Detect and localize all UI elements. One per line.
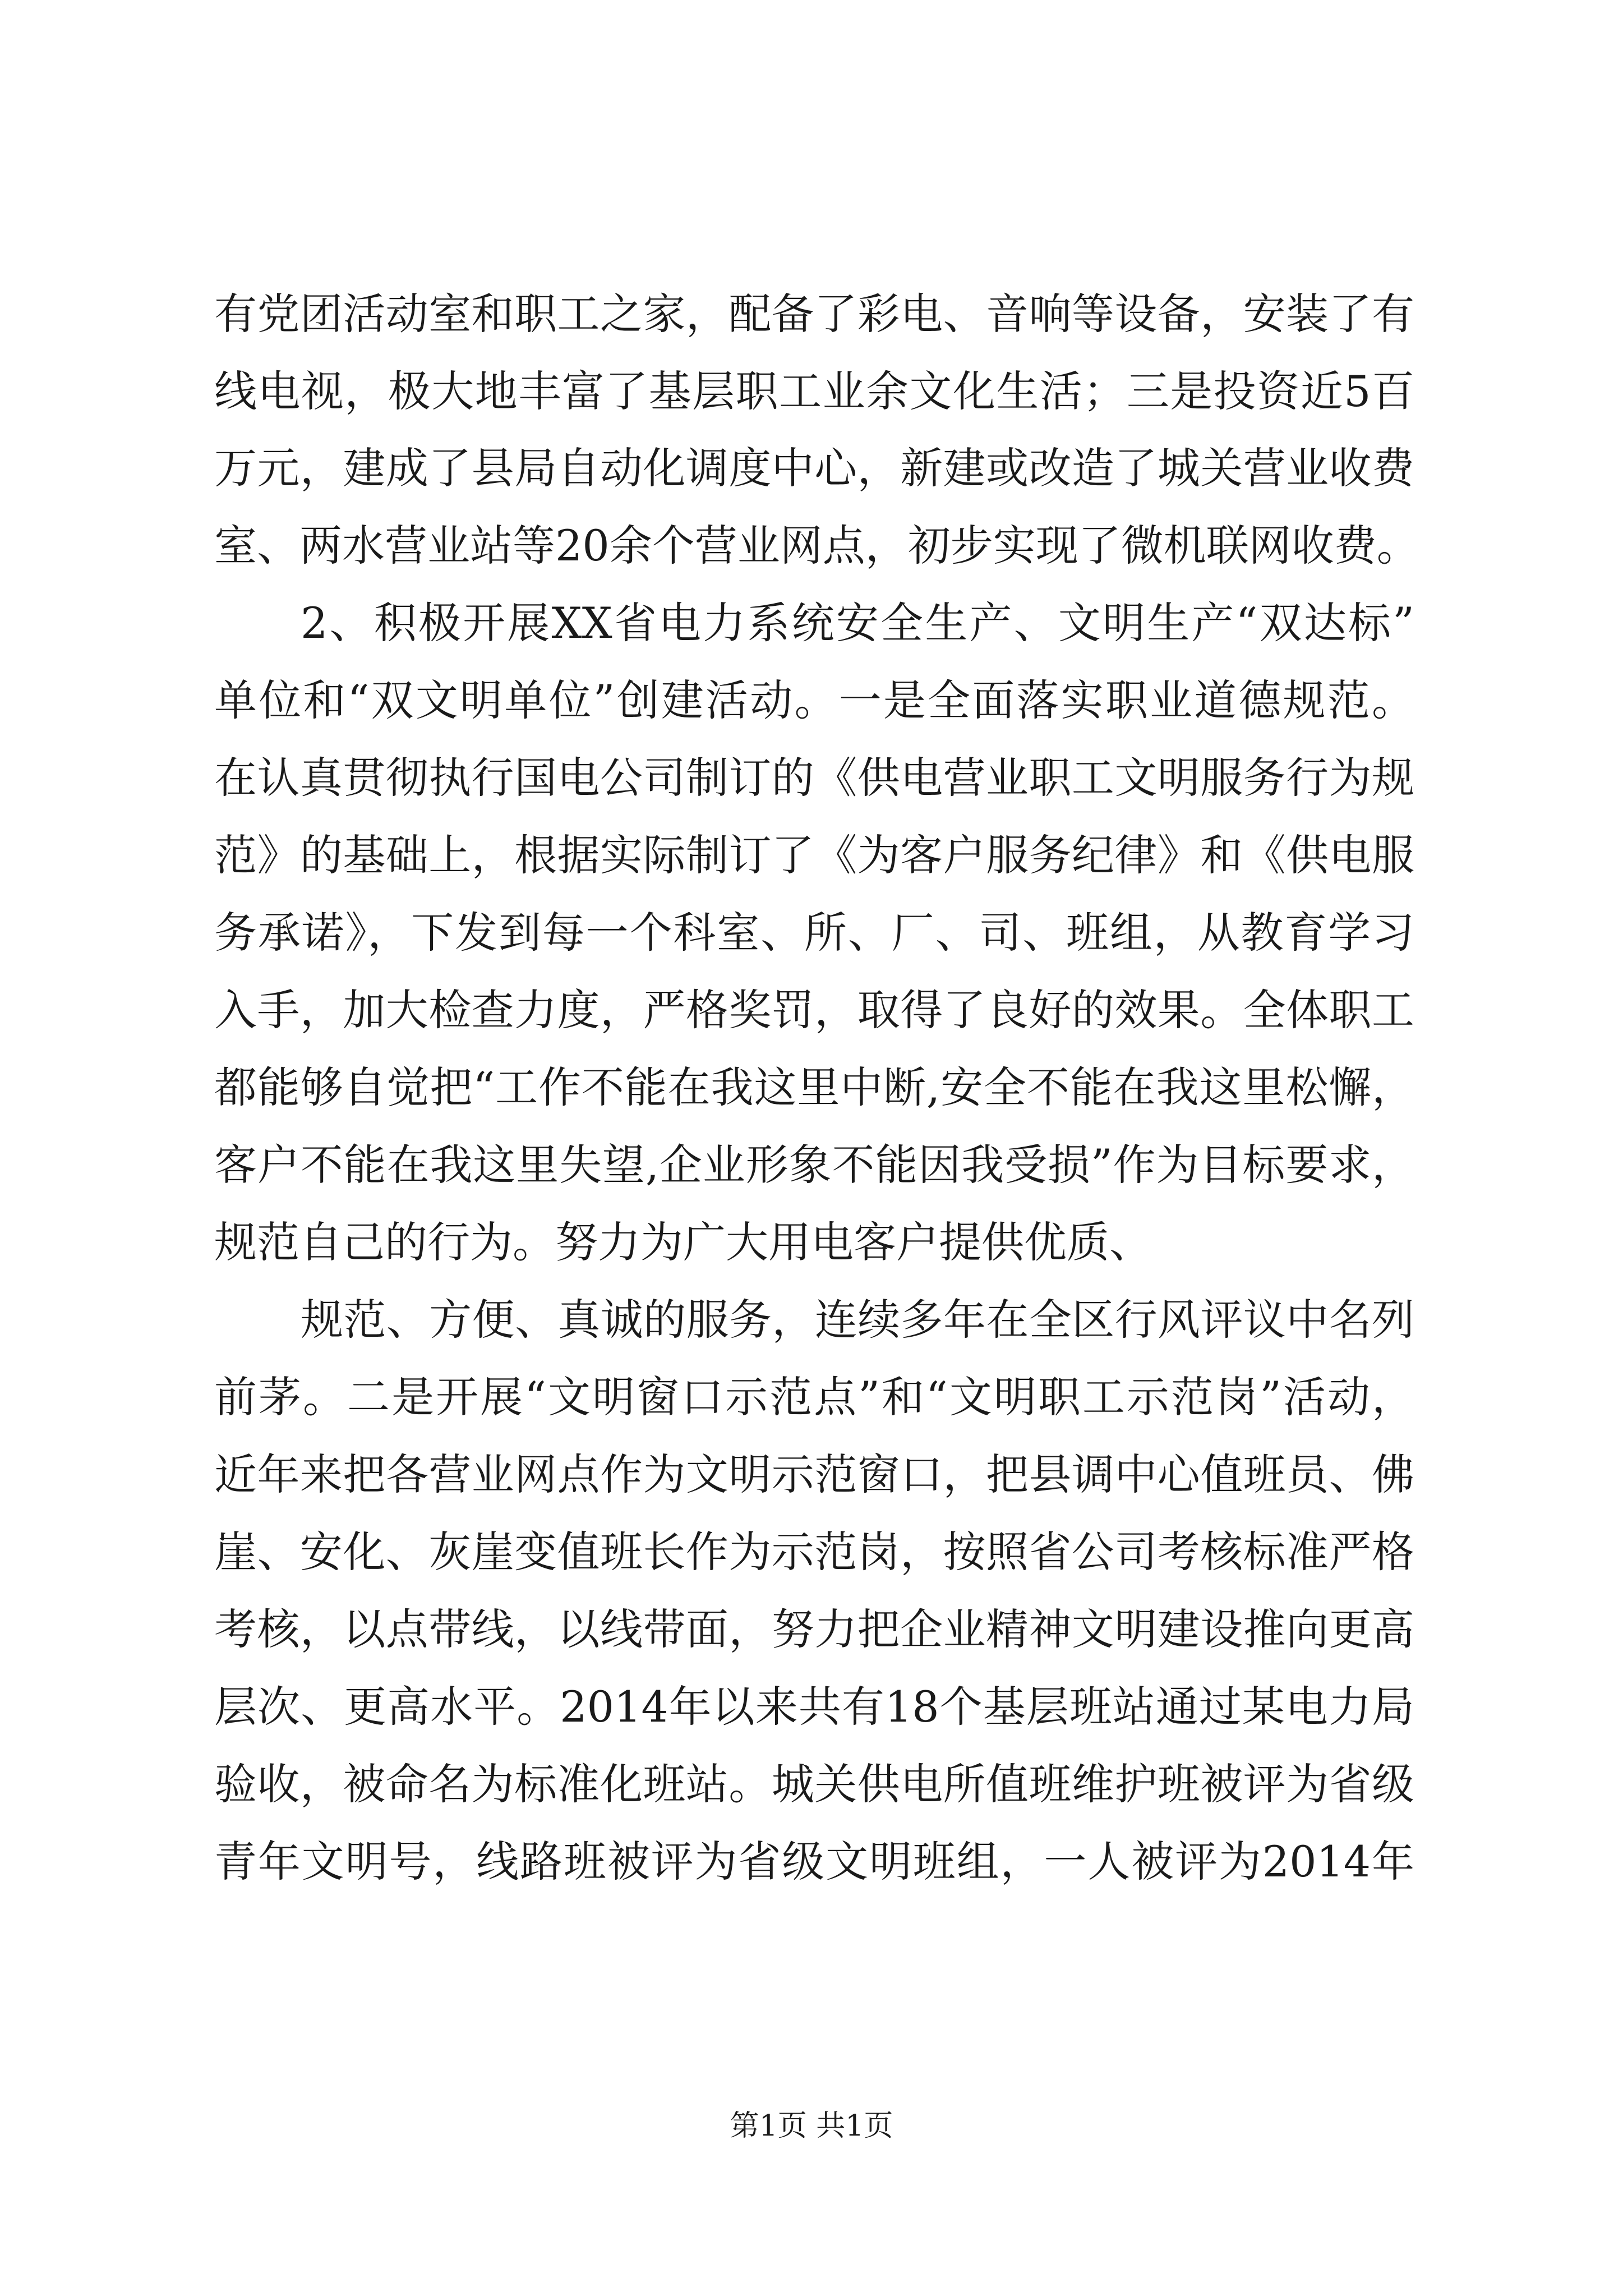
- text-line: 近年来把各营业网点作为文明示范窗口，把县调中心值班员、佛: [214, 1450, 1414, 1499]
- text-line: 规范自己的行为。努力为广大用电客户提供优质、: [214, 1217, 1152, 1267]
- text-line: 前茅。二是开展“文明窗口示范点”和“文明职工示范岗”活动，: [214, 1372, 1414, 1422]
- text-line: 层次、更高水平。2014年以来共有18个基层班站通过某电力局: [214, 1682, 1414, 1732]
- text-line: 务承诺》，下发到每一个科室、所、厂、司、班组，从教育学习: [214, 908, 1414, 958]
- text-line: 有党团活动室和职工之家，配备了彩电、音响等设备，安装了有: [214, 289, 1414, 339]
- text-line: 2、积极开展XX省电力系统安全生产、文明生产“双达标”: [301, 598, 1414, 648]
- text-line: 都能够自觉把“工作不能在我这里中断,安全不能在我这里松懈，: [214, 1062, 1414, 1112]
- text-line: 客户不能在我这里失望,企业形象不能因我受损”作为目标要求，: [214, 1140, 1414, 1190]
- text-line: 验收，被命名为标准化班站。城关供电所值班维护班被评为省级: [214, 1759, 1414, 1809]
- page-number-footer: 第1页 共1页: [730, 2109, 893, 2143]
- text-line: 万元，建成了县局自动化调度中心，新建或改造了城关营业收费: [214, 443, 1414, 493]
- text-line: 范》的基础上，根据实际制订了《为客户服务纪律》和《供电服: [214, 830, 1414, 880]
- text-line: 室、两水营业站等20余个营业网点，初步实现了微机联网收费。: [214, 521, 1419, 570]
- text-line: 考核，以点带线，以线带面，努力把企业精神文明建设推向更高: [214, 1604, 1414, 1654]
- text-line: 青年文明号，线路班被评为省级文明班组，一人被评为2014年: [214, 1837, 1414, 1887]
- text-line: 入手，加大检查力度，严格奖罚，取得了良好的效果。全体职工: [214, 985, 1414, 1035]
- text-line: 在认真贯彻执行国电公司制订的《供电营业职工文明服务行为规: [214, 753, 1414, 803]
- text-line: 崖、安化、灰崖变值班长作为示范岗，按照省公司考核标准严格: [214, 1527, 1414, 1577]
- text-line: 单位和“双文明单位”创建活动。一是全面落实职业道德规范。: [214, 675, 1414, 725]
- text-line: 线电视，极大地丰富了基层职工业余文化生活；三是投资近5百: [214, 366, 1414, 416]
- text-line: 规范、方便、真诚的服务，连续多年在全区行风评议中名列: [301, 1295, 1414, 1345]
